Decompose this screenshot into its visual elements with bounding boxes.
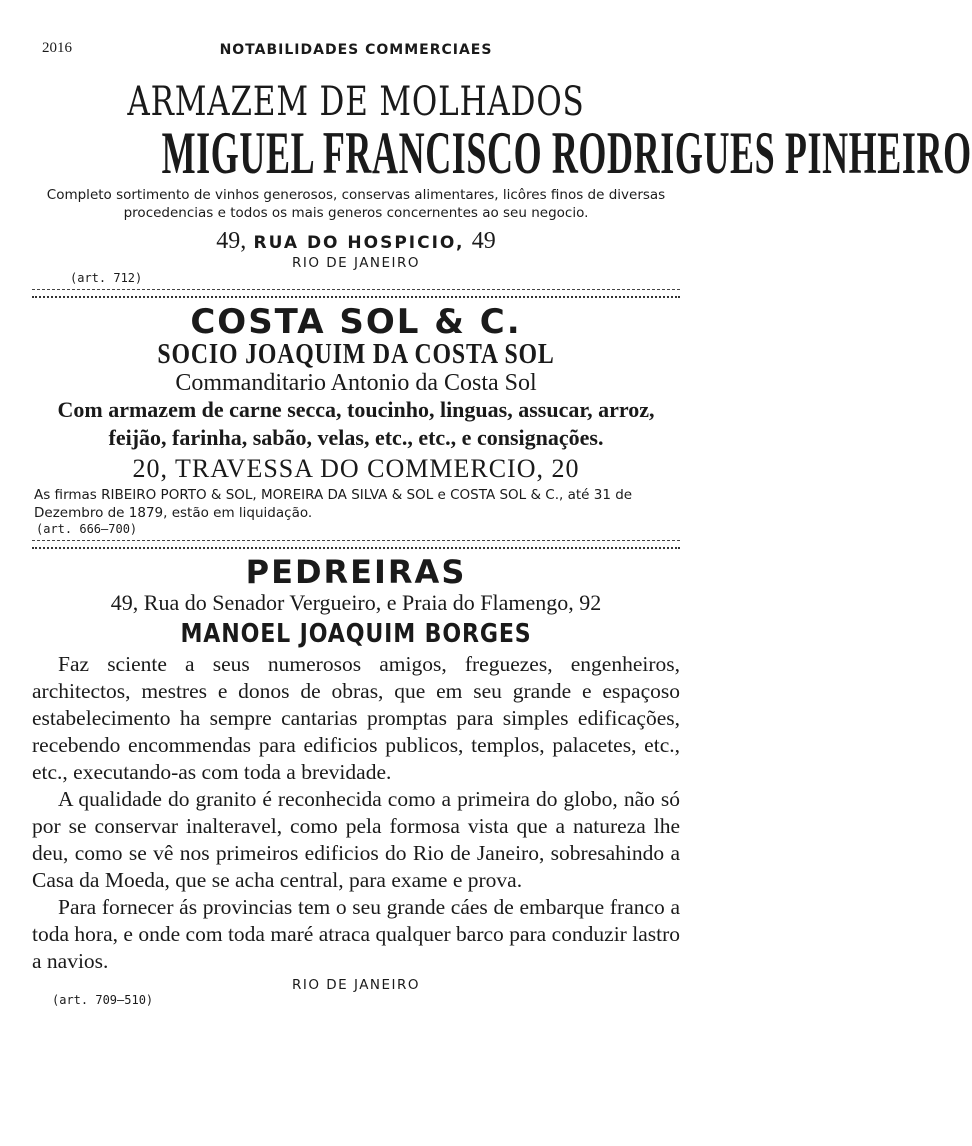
running-head <box>32 34 680 62</box>
ad1-art-ref: (art. 712) <box>70 271 143 285</box>
ad1-address-number-right: 49 <box>471 228 496 254</box>
ad1-merchant-name: MIGUEL FRANCISCO RODRIGUES PINHEIRO <box>161 120 972 186</box>
ad2-art-ref: (art. 666—700) <box>36 522 138 536</box>
ad-armazem-molhados <box>32 79 972 285</box>
ad2-business: Com armazem de carne secca, toucinho, linguas, assucar, arroz, feijão, farinha, sabão, velas, etc., etc., e consignações. <box>57 397 655 450</box>
ad1-address-street: RUA DO HOSPICIO, <box>253 233 465 253</box>
ad1-description: Completo sortimento de vinhos generosos, conservas alimentares, licôres finos de diversas procedencias e todos os mais generos concernentes ao seu negocio. <box>46 187 666 221</box>
ad3-address: 49, Rua do Senador Vergueiro, e Praia do Flamengo, 92 <box>110 590 602 615</box>
ad2-title: COSTA SOL & C. <box>190 302 522 342</box>
ad2-address: 20, TRAVESSA DO COMMERCIO, 20 <box>132 454 580 483</box>
page-number: 2016 <box>42 40 72 56</box>
running-title: NOTABILIDADES COMMERCIAES <box>219 42 493 58</box>
ad-pedreiras <box>32 555 680 1007</box>
ornamental-rule <box>32 289 680 298</box>
ad2-limited-partner: Commanditario Antonio da Costa Sol <box>175 370 537 396</box>
ad1-address-number-left: 49, <box>216 228 247 254</box>
page <box>32 34 972 1007</box>
ad2-notice: As firmas RIBEIRO PORTO & SOL, MOREIRA DA SILVA & SOL e COSTA SOL & C., até 31 de Dezembro de 1879, estão em liquidação. <box>34 487 633 521</box>
ad3-owner-name: MANOEL JOAQUIM BORGES <box>180 619 532 649</box>
ad3-art-ref: (art. 709—510) <box>52 993 154 1007</box>
ad3-city: RIO DE JANEIRO <box>291 977 421 993</box>
ornamental-rule <box>32 540 680 549</box>
ad-costa-sol <box>32 304 680 536</box>
ad1-title: ARMAZEM DE MOLHADOS <box>127 79 585 125</box>
ad3-paragraph: Para fornecer ás provincias tem o seu grande cáes de embarque franco a toda hora, e onde com toda maré atraca qualquer barco para conduzir lastro a navios. <box>32 895 680 973</box>
ad1-city: RIO DE JANEIRO <box>291 255 421 271</box>
ad3-title: PEDREIRAS <box>245 553 467 591</box>
ad1-address <box>32 228 680 255</box>
ad3-paragraph: Faz sciente a seus numerosos amigos, freguezes, engenheiros, architectos, mestres e donos de obras, que em seu grande e espaçoso estabelecimento ha sempre cantarias promptas para simples edificações, recebendo encommendas para edificios publicos, templos, palacetes, etc., etc., executando-as com toda a brevidade. <box>32 652 680 784</box>
ad3-paragraph: A qualidade do granito é reconhecida como a primeira do globo, não só por se conservar inalteravel, como pela formosa vista que a natureza lhe deu, como se vê nos primeiros edificios do Rio de Janeiro, sobresahindo a Casa da Moeda, que se acha central, para exame e prova. <box>32 787 680 892</box>
ad2-partner: SOCIO JOAQUIM DA COSTA SOL <box>157 339 555 370</box>
